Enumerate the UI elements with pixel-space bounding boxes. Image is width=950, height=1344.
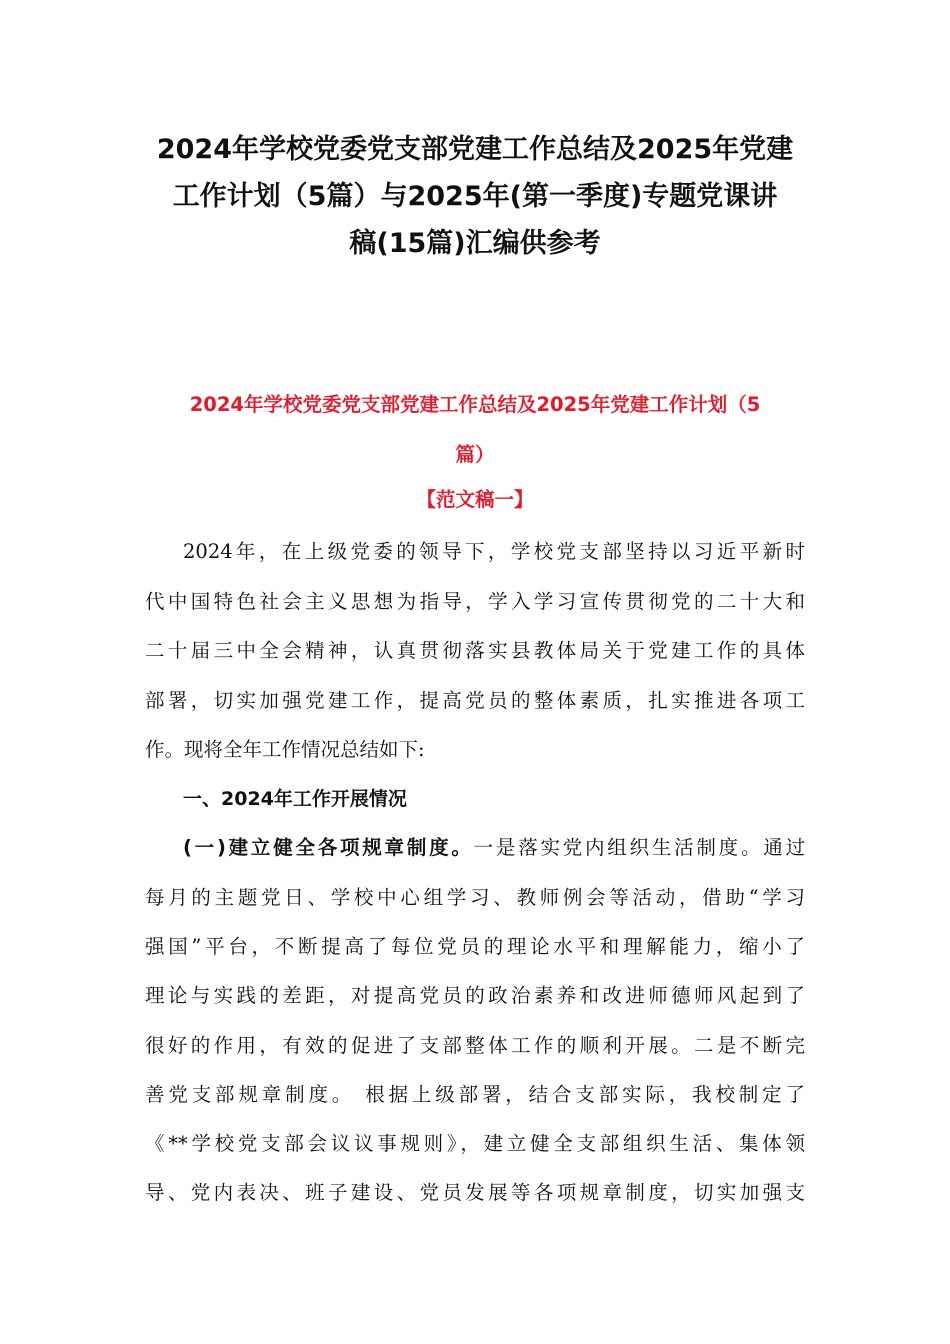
- sub-title: 【范文稿一】: [416, 488, 534, 511]
- intro-line: 作。现将全年工作情况总结如下:: [145, 738, 425, 761]
- paragraph-first-line-rest: 一是落实党内组织生活制度。通过: [473, 836, 805, 859]
- main-title-line: 工作计划（5篇）与2025年(第一季度)专题党课讲: [172, 181, 778, 212]
- intro-line: 二十届三中全会精神，认真贯彻落实县教体局关于党建工作的具体: [145, 639, 805, 662]
- paragraph-line: 《**学校党支部会议议事规则》，建立健全支部组织生活、集体领: [145, 1132, 805, 1155]
- paragraph-line: 每月的主题党日、学校中心组学习、教师例会等活动，借助“学习: [145, 886, 805, 909]
- intro-line: 部署，切实加强党建工作，提高党员的整体素质，扎实推进各项工: [145, 689, 805, 712]
- section-heading: 一、2024年工作开展情况: [183, 788, 407, 810]
- section-title: [140, 380, 810, 480]
- paragraph-lead: (一)建立健全各项规章制度。: [183, 836, 474, 859]
- paragraph-line: 善党支部规章制度。 根据上级部署，结合支部实际，我校制定了: [145, 1083, 805, 1106]
- paragraph-line: 很好的作用，有效的促进了支部整体工作的顺利开展。二是不断完: [145, 1034, 805, 1057]
- paragraph-line: 理论与实践的差距，对提高党员的政治素养和改进师德师风起到了: [145, 984, 805, 1007]
- main-title: [140, 126, 810, 267]
- intro-line: 2024年，在上级党委的领导下，学校党支部坚持以习近平新时: [183, 540, 805, 563]
- paragraph-line: 强国”平台，不断提高了每位党员的理论水平和理解能力，缩小了: [145, 935, 805, 958]
- intro-line: 代中国特色社会主义思想为指导，学入学习宣传贯彻党的二十大和: [145, 590, 805, 613]
- main-title-line: 2024年学校党委党支部党建工作总结及2025年党建: [156, 134, 794, 165]
- section-title-line: 篇）: [455, 443, 495, 466]
- main-title-line: 稿(15篇)汇编供参考: [349, 228, 601, 259]
- paragraph-first-line: [183, 833, 805, 863]
- paragraph-line: 导、党内表决、班子建设、党员发展等各项规章制度，切实加强支: [145, 1181, 805, 1204]
- section-title-line: 2024年学校党委党支部党建工作总结及2025年党建工作计划（5: [189, 393, 761, 416]
